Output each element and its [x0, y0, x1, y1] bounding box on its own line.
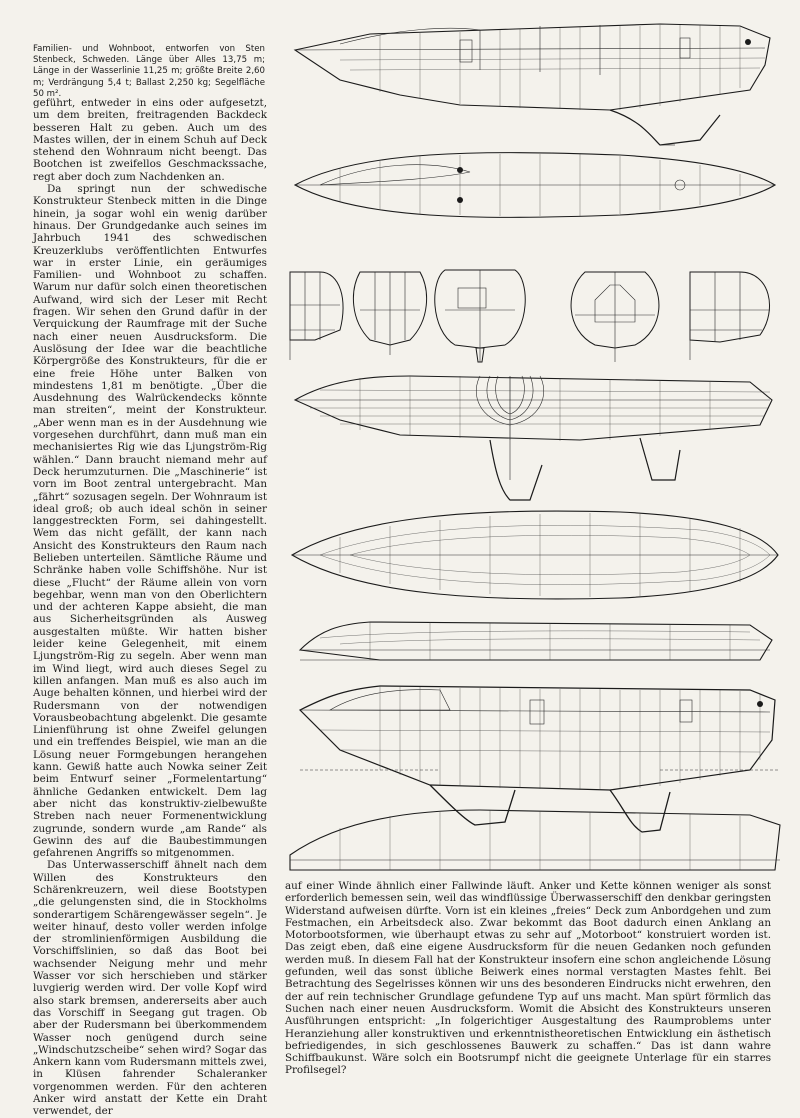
construction-drawing	[300, 686, 780, 832]
hull-drawings-svg	[280, 10, 790, 880]
lines-drawing	[295, 376, 772, 500]
paragraph: geführt, entweder in eins oder aufgesetzt, um dem breiten, freitragenden Backdeck besseren Halt zu geben. Auch um des Mastes willen, der in einem Schuh auf Deck stehend den Wohnraum nicht beengt. Das Bootchen ist zweifellos Geschmackssache, regt aber doch zum Nachdenken an.	[33, 97, 267, 183]
buttocks-drawing	[300, 622, 772, 660]
figure-caption: Familien- und Wohnboot, entworfen von Sten Stenbeck, Schweden. Länge über Alles 13,75 m; Länge in der Wasserlinie 11,25 m; größte Breite 2,60 m; Verdrängung 5,4 t; Ballast 2,250 kg; Segelfläche 50 m².	[33, 44, 265, 99]
plan-drawing	[295, 153, 775, 218]
paragraph: Da springt nun der schwedische Konstrukteur Stenbeck mitten in die Dinge hinein, ja sogar wohl ein wenig darüber hinaus. Der Grundgedanke auch seines im Jahrbuch 1941 des schwedischen Kreuzerklubs veröffentlichten Entwurfes war in erster Linie, ein geräumiges Familien- und Wohnboot zu schaffen. Warum nur dafür solch einen theoretischen Aufwand, wird sich der Leser mit Recht fragen. Wir sehen den Grund dafür in der Verquickung der Raumfrage mit der Suche nach einer neuen Ausdrucksform. Die Auslösung der Idee war die beachtliche Körpergröße des Konstrukteurs, für die er eine freie Höhe unter Balken von mindestens 1,81 m benötigte. „Über die Ausdehnung des Walrückendecks könnte man streiten“, meint der Konstrukteur. „Aber wenn man es in der Ausdehnung wie vorgesehen durchführt, dann muß man ein mechanisiertes Rig wie das Ljungström-Rig wählen.“ Dann braucht niemand mehr auf Deck herumzuturnen. Die „Maschinerie“ ist vorn im Boot zentral untergebracht. Man „fährt“ sozusagen segeln. Der Wohnraum ist ideal groß; ob auch ideal schön in seiner langgestreckten Form, sei dahingestellt. Wem das nicht gefällt, der kann nach Ansicht des Konstrukteurs den Raum nach Belieben unterteilen. Sämtliche Räume und Schränke haben volle Schiffshöhe. Nur ist diese „Flucht“ der Räume allein von vorn begehbar, wenn man von den Oberlichtern und der achteren Kappe absieht, die man aus Sicherheitsgründen als Ausweg ausgestalten müßte. Wir hatten bisher leider keine Gelegenheit, mit einem Ljungström-Rig zu segeln. Aber wenn man im Wind liegt, wird auch dieses Segel zu killen anfangen. Man muß es also auch im Auge behalten können, und hierbei wird der Rudersmann von der notwendigen Vorausbeobachtung abgelenkt. Die gesamte Linienführung ist ohne Zweifel gelungen und ein treffendes Beispiel, wie man an die Lösung neuer Formgebungen herangehen kann. Gewiß hatte auch Nowka seiner Zeit beim Entwurf seiner „Formelentartung“ ähnliche Gedanken entwickelt. Dem lag aber nicht das konstruktiv-zielbewußte Streben nach neuer Formenentwicklung zugrunde, sondern wurde „am Rande“ als Gewinn des auf die Baubestimmungen gefahrenen Angriffs so mitgenommen.	[33, 183, 267, 860]
text-column	[33, 97, 267, 1118]
hull-drawings	[280, 10, 790, 880]
bottom-text	[285, 880, 771, 1077]
paragraph: auf einer Winde ähnlich einer Fallwinde läuft. Anker und Kette können weniger als sonst erforderlich bemessen sein, weil das windflüssige Überwasserschiff den denkbar geringsten Widerstand aufweisen dürfte. Vorn ist ein kleines „freies“ Deck zum Anbordgehen und zum Festmachen, ein Arbeitsdeck also. Zwar bekommt das Boot dadurch einen Anklang an Motorbootsformen, wie überhaupt etwas zu sehr auf „Motorboot“ konstruiert worden ist. Das zeigt eben, daß eine eigene Ausdrucksform für die neuen Gedanken noch gefunden werden muß. In diesem Fall hat der Konstrukteur insofern eine schon angleichende Lösung gefunden, weil das sonst übliche Beiwerk eines normal verstagten Mastes fehlt. Bei Betrachtung des Segelrisses können wir uns des besonderen Eindrucks nicht erwehren, den der auf rein technischer Grundlage gefundene Typ auf uns macht. Man spürt förmlich das Suchen nach einer neuen Ausdrucksform. Womit die Absicht des Konstrukteurs unseren Ausführungen entspricht: „In folgerichtiger Ausgestaltung des Raumproblems unter Heranziehung aller konstruktiven und erkenntnistheoretischen Entwicklung ein ästhetisch befriedigendes, in sich geschlossenes Bauwerk zu schaffen.“ Das ist dann wahre Schiffbaukunst. Wäre solch ein Bootsrumpf nicht die geeignete Unterlage für ein starres Profilsegel?	[285, 880, 771, 1077]
paragraph: Das Unterwasserschiff ähnelt nach dem Willen des Konstrukteurs den Schärenkreuzern, weil diese Bootstypen „die gelungensten sind, die in Stockholms sonderartigem Schärengewässer segeln“. Je weiter hinauf, desto voller werden infolge der stromlinienförmigen Ausbildung die Vorschiffslinien, so daß das Boot bei wachsender Neigung mehr und mehr Wasser vor sich herschieben und stärker luvgierig werden wird. Der volle Kopf wird also stark bremsen, andererseits aber auch das Vorschiff in Seegang gut tragen. Ob aber der Rudersmann bei überkommendem Wasser noch genügend durch seine „Windschutzscheibe“ sehen wird? Sogar das Ankern kann vom Rudersmann mittels zwei, in Klüsen fahrender Schaleranker vorgenommen werden. Für den achteren Anker wird anstatt der Kette ein Draht verwendet, der	[33, 859, 267, 1118]
outline-drawing	[290, 810, 780, 870]
section-drawings	[290, 270, 770, 362]
profile-drawing	[295, 24, 770, 145]
waterlines-drawing	[292, 511, 778, 599]
